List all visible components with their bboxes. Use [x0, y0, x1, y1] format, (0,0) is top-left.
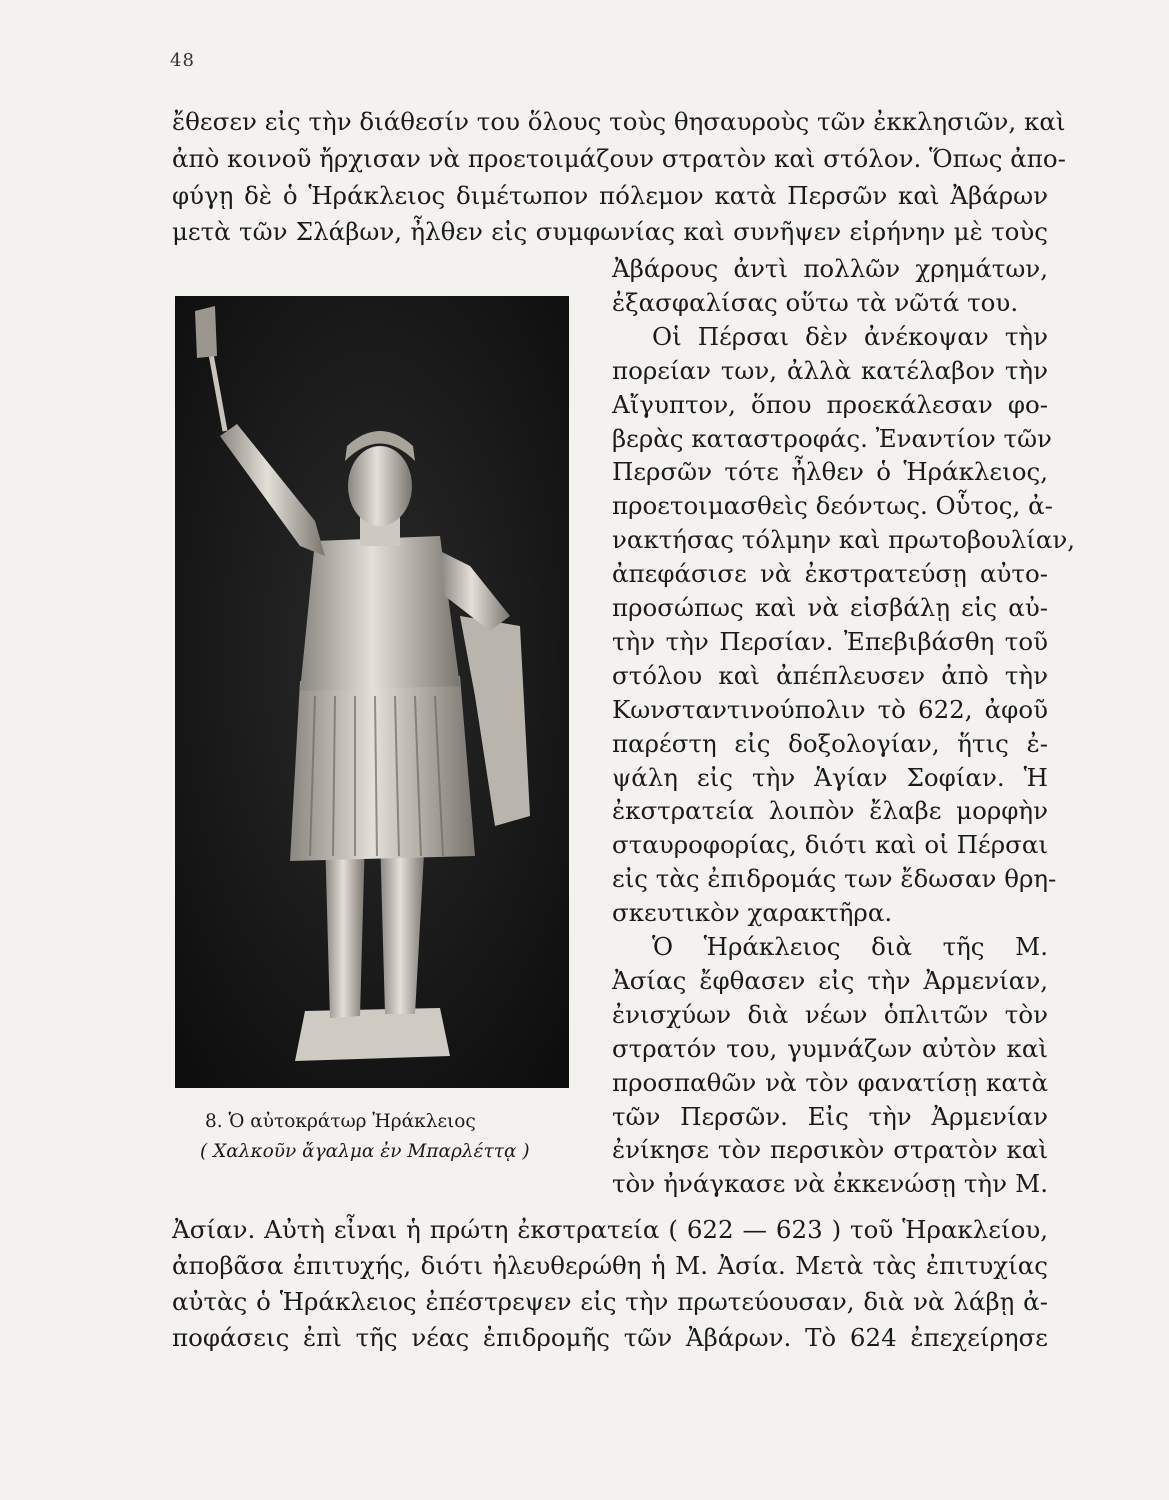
- column-text-line: πορείαν των, ἀλλὰ κατέλαβον τὴν: [612, 355, 1048, 385]
- column-text-line: προετοιμασθεὶς δεόντως. Οὗτος, ἀ-: [612, 491, 1053, 521]
- figure-caption: 8. Ὁ αὐτοκράτωρ Ἡράκλειος: [205, 1111, 476, 1132]
- body-text-line: αὐτὰς ὁ Ἡράκλειος ἐπέστρεψεν εἰς τὴν πρωτεύουσαν, διὰ νὰ λάβῃ ἀ-: [172, 1287, 1048, 1316]
- column-text-line: ἐνισχύων διὰ νέων ὁπλιτῶν τὸν: [612, 999, 1048, 1029]
- column-text-line: ἐνίκησε τὸν περσικὸν στρατὸν καὶ: [612, 1135, 1048, 1165]
- statue-of-heraclius-image: [175, 296, 569, 1088]
- column-text-line: Ἀβάρους ἀντὶ πολλῶν χρημάτων,: [612, 254, 1048, 283]
- column-text-line: Οἱ Πέρσαι δὲν ἀνέκοψαν τὴν: [652, 321, 1048, 351]
- column-text-line: Αἴγυπτον, ὅπου προεκάλεσαν φο-: [612, 389, 1048, 419]
- column-text-line: σκευτικὸν χαρακτῆρα.: [612, 898, 893, 928]
- body-text-line: ἔθεσεν εἰς τὴν διάθεσίν του ὅλους τοὺς θησαυροὺς τῶν ἐκκλησιῶν, καὶ: [172, 107, 1066, 136]
- column-text-line: βερὰς καταστροφάς. Ἐναντίον τῶν: [612, 423, 1052, 453]
- body-text-line: ποφάσεις ἐπὶ τῆς νέας ἐπιδρομῆς τῶν Ἀβάρων. Τὸ 624 ἐπεχείρησε: [172, 1323, 1048, 1352]
- statue-photograph: [175, 296, 569, 1088]
- page-number: 48: [170, 50, 195, 71]
- column-text-line: Ὁ Ἡράκλειος διὰ τῆς Μ.: [652, 932, 1048, 961]
- body-text-line: ἀπὸ κοινοῦ ἤρχισαν νὰ προετοιμάζουν στρατὸν καὶ στόλον. Ὅπως ἀπο-: [172, 144, 1066, 173]
- body-text-line: Ἀσίαν. Αὐτὴ εἶναι ἡ πρώτη ἐκστρατεία ( 622 — 623 ) τοῦ Ἡρακλείου,: [172, 1215, 1048, 1244]
- column-text-line: παρέστη εἰς δοξολογίαν, ἥτις ἐ-: [612, 728, 1048, 758]
- column-text-line: Περσῶν τότε ἦλθεν ὁ Ἡράκλειος,: [612, 457, 1048, 487]
- column-text-line: τὴν τὴν Περσίαν. Ἐπεβιβάσθη τοῦ: [612, 626, 1048, 656]
- figure-caption-subtitle: ( Χαλκοῦν ἄγαλμα ἐν Μπαρλέττᾳ ): [200, 1141, 530, 1162]
- body-text-line: φύγῃ δὲ ὁ Ἡράκλειος διμέτωπον πόλεμον κατὰ Περσῶν καὶ Ἀβάρων: [172, 181, 1048, 210]
- column-text-line: εἰς τὰς ἐπιδρομάς των ἔδωσαν θρη-: [612, 864, 1057, 894]
- column-text-line: στρατόν του, γυμνάζων αὐτὸν καὶ: [612, 1033, 1048, 1063]
- body-text-line: ἀποβᾶσα ἐπιτυχής, διότι ἠλευθερώθη ἡ Μ. Ἀσία. Μετὰ τὰς ἐπιτυχίας: [172, 1251, 1048, 1280]
- column-text-line: Κωνσταντινούπολιν τὸ 622, ἀφοῦ: [612, 694, 1048, 724]
- column-text-line: στόλου καὶ ἀπέπλευσεν ἀπὸ τὴν: [612, 660, 1048, 690]
- column-text-line: τῶν Περσῶν. Εἰς τὴν Ἀρμενίαν: [612, 1101, 1048, 1131]
- column-text-line: τὸν ἠνάγκασε νὰ ἐκκενώσῃ τὴν Μ.: [612, 1169, 1048, 1199]
- column-text-line: Ἀσίας ἔφθασεν εἰς τὴν Ἀρμενίαν,: [612, 965, 1048, 995]
- column-text-line: ἐκστρατεία λοιπὸν ἔλαβε μορφὴν: [612, 796, 1048, 826]
- column-text-line: σταυροφορίας, διότι καὶ οἱ Πέρσαι: [612, 830, 1048, 860]
- column-text-line: ψάλη εἰς τὴν Ἁγίαν Σοφίαν. Ἡ: [612, 762, 1048, 792]
- column-text-line: νακτήσας τόλμην καὶ πρωτοβουλίαν,: [612, 525, 1076, 555]
- column-text-line: ἀπεφάσισε νὰ ἐκστρατεύσῃ αὐτο-: [612, 559, 1048, 589]
- column-text-line: ἐξασφαλίσας οὕτω τὰ νῶτά του.: [612, 287, 1019, 317]
- body-text-line: μετὰ τῶν Σλάβων, ἦλθεν εἰς συμφωνίας καὶ συνῆψεν εἰρήνην μὲ τοὺς: [172, 217, 1048, 246]
- column-text-line: προσώπως καὶ νὰ εἰσβάλῃ εἰς αὐ-: [612, 593, 1048, 622]
- column-text-line: προσπαθῶν νὰ τὸν φανατίσῃ κατὰ: [612, 1067, 1048, 1097]
